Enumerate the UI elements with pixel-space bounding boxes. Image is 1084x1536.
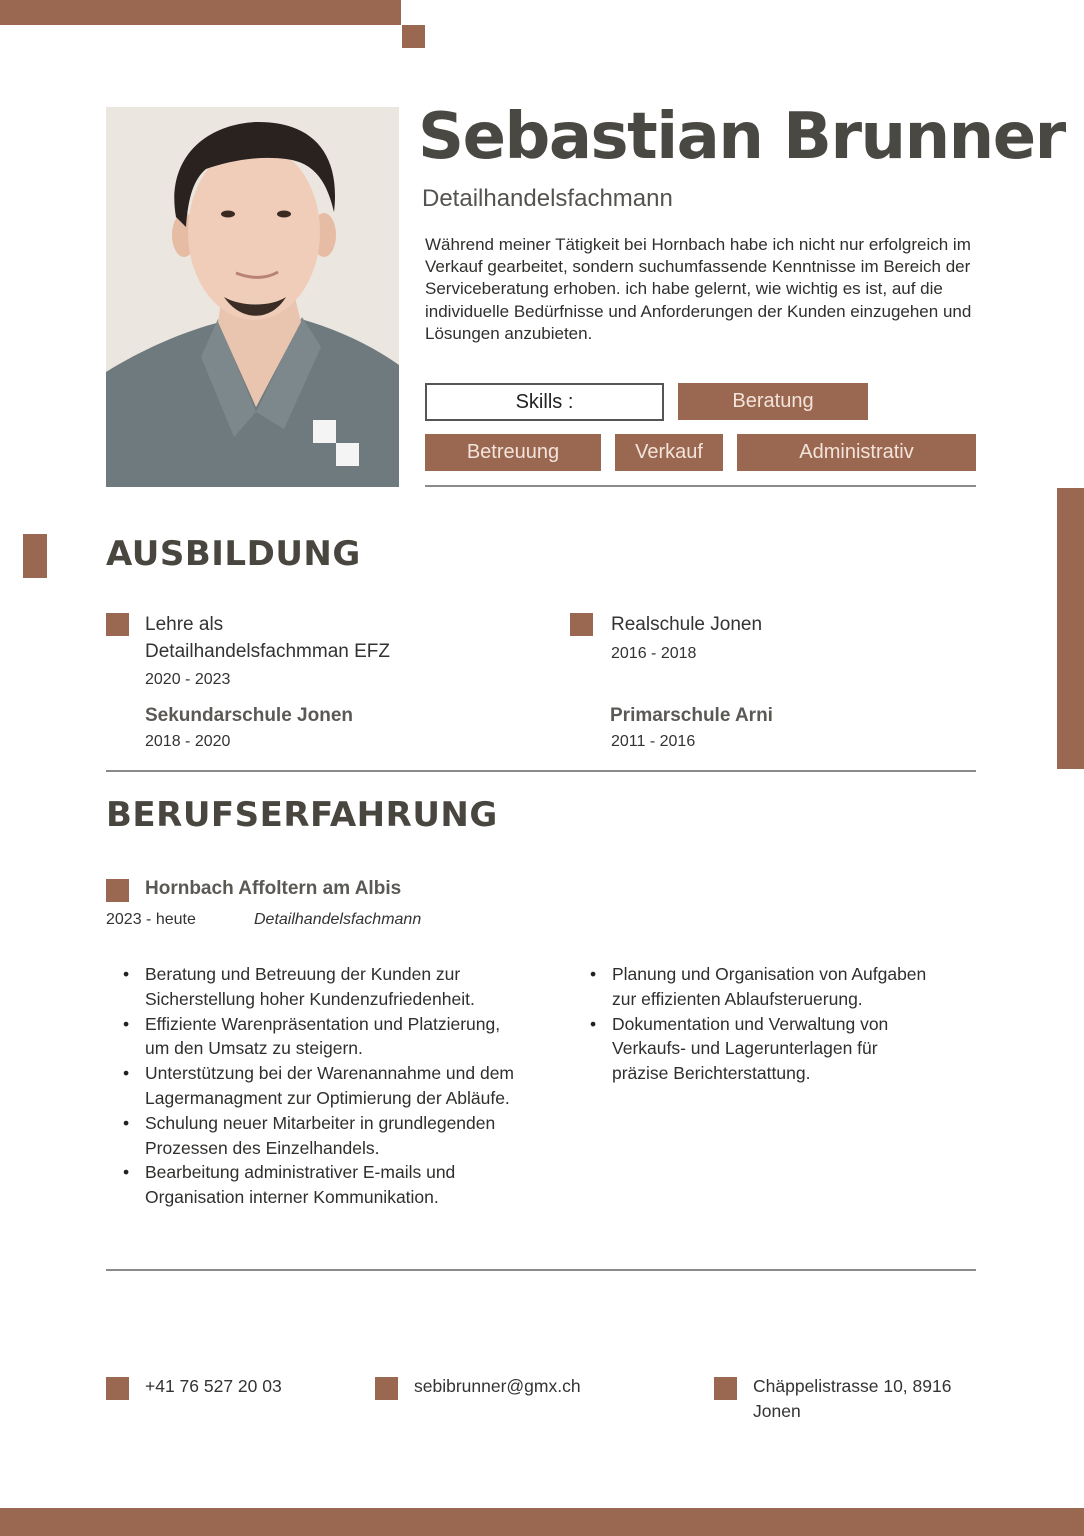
duty-item: • Beratung und Betreuung der Kunden zur Sicherstellung hoher Kundenzufriedenheit. bbox=[145, 962, 525, 1012]
duty-item: • Unterstützung bei der Warenannahme und dem Lagermanagment zur Optimierung der Abläufe. bbox=[145, 1061, 525, 1111]
profile-photo bbox=[106, 107, 399, 487]
divider bbox=[425, 485, 976, 487]
top-decorative-square bbox=[402, 25, 425, 48]
contact-phone[interactable]: +41 76 527 20 03 bbox=[145, 1376, 282, 1396]
divider bbox=[106, 770, 976, 772]
education-entry-period: 2011 - 2016 bbox=[611, 733, 696, 750]
skill-chip-betreuung: Betreuung bbox=[425, 434, 601, 471]
section-title-education: AUSBILDUNG bbox=[106, 534, 361, 574]
section-title-experience: BERUFSERFAHRUNG bbox=[106, 795, 498, 835]
divider bbox=[106, 1269, 976, 1271]
job-company: Hornbach Affoltern am Albis bbox=[145, 878, 402, 899]
candidate-name: Sebastian Brunner bbox=[418, 100, 1065, 174]
job-duties-left bbox=[145, 962, 525, 1210]
duty-item: • Bearbeitung administrativer E-mails und Organisation interner Kommunikation. bbox=[145, 1160, 525, 1210]
education-entry-period: 2016 - 2018 bbox=[611, 645, 697, 662]
right-decorative-bar bbox=[1057, 488, 1084, 769]
duty-item: • Effiziente Warenpräsentation und Platzierung, um den Umsatz zu steigern. bbox=[145, 1012, 525, 1062]
address-line-1: Chäppelistrasse 10, 8916 bbox=[753, 1376, 952, 1396]
job-role: Detailhandelsfachmann bbox=[254, 911, 422, 928]
education-entry-name-line2: Detailhandelsfachmman EFZ bbox=[145, 641, 390, 662]
job-period: 2023 - heute bbox=[106, 911, 196, 928]
education-entry-name: Realschule Jonen bbox=[611, 614, 763, 635]
portrait-illustration bbox=[106, 107, 399, 487]
education-entry-period: 2020 - 2023 bbox=[145, 671, 231, 688]
contact-email[interactable]: sebibrunner@gmx.ch bbox=[414, 1376, 581, 1396]
skills-label: Skills : bbox=[425, 383, 664, 421]
duty-item: • Planung und Organisation von Aufgaben zur effizienten Ablaufsteruerung. bbox=[612, 962, 932, 1012]
phone-icon bbox=[106, 1377, 129, 1400]
bullet-square-icon bbox=[106, 613, 129, 636]
job-title: Detailhandelsfachmann bbox=[422, 185, 673, 212]
education-entry-name: Sekundarschule Jonen bbox=[145, 705, 354, 726]
education-entry-period: 2018 - 2020 bbox=[145, 733, 231, 750]
duty-item: • Dokumentation und Verwaltung von Verkaufs- und Lagerunterlagen für präzise Berichterstattung. bbox=[612, 1012, 932, 1086]
duty-item: • Schulung neuer Mitarbeiter in grundlegenden Prozessen des Einzelhandels. bbox=[145, 1111, 525, 1161]
profile-summary: Während meiner Tätigkeit bei Hornbach habe ich nicht nur erfolgreich im Verkauf gearbeitet, sondern suchumfassende Kenntnisse im Bereich der Serviceberatung erhoben. ich habe gelernt, wie wichtig es ist, auf die individuelle Bedürfnisse und Anforderungen der Kunden einzugehen und Lösungen anzubieten. bbox=[425, 235, 972, 343]
skill-chip-beratung: Beratung bbox=[678, 383, 868, 420]
job-duties-right bbox=[612, 962, 932, 1086]
education-entry-name-line1: Lehre als bbox=[145, 614, 224, 635]
top-decorative-bar bbox=[0, 0, 401, 25]
skill-chip-verkauf: Verkauf bbox=[615, 434, 723, 471]
bullet-square-icon bbox=[570, 613, 593, 636]
bottom-decorative-bar bbox=[0, 1508, 1084, 1536]
bullet-square-icon bbox=[106, 879, 129, 902]
address-line-2: Jonen bbox=[753, 1401, 801, 1421]
skill-chip-administrativ: Administrativ bbox=[737, 434, 976, 471]
contact-address bbox=[753, 1374, 951, 1424]
education-entry-name bbox=[145, 611, 390, 665]
education-entry-name: Primarschule Arni bbox=[610, 705, 773, 726]
address-icon bbox=[714, 1377, 737, 1400]
email-icon bbox=[375, 1377, 398, 1400]
section-marker-left bbox=[23, 534, 47, 578]
